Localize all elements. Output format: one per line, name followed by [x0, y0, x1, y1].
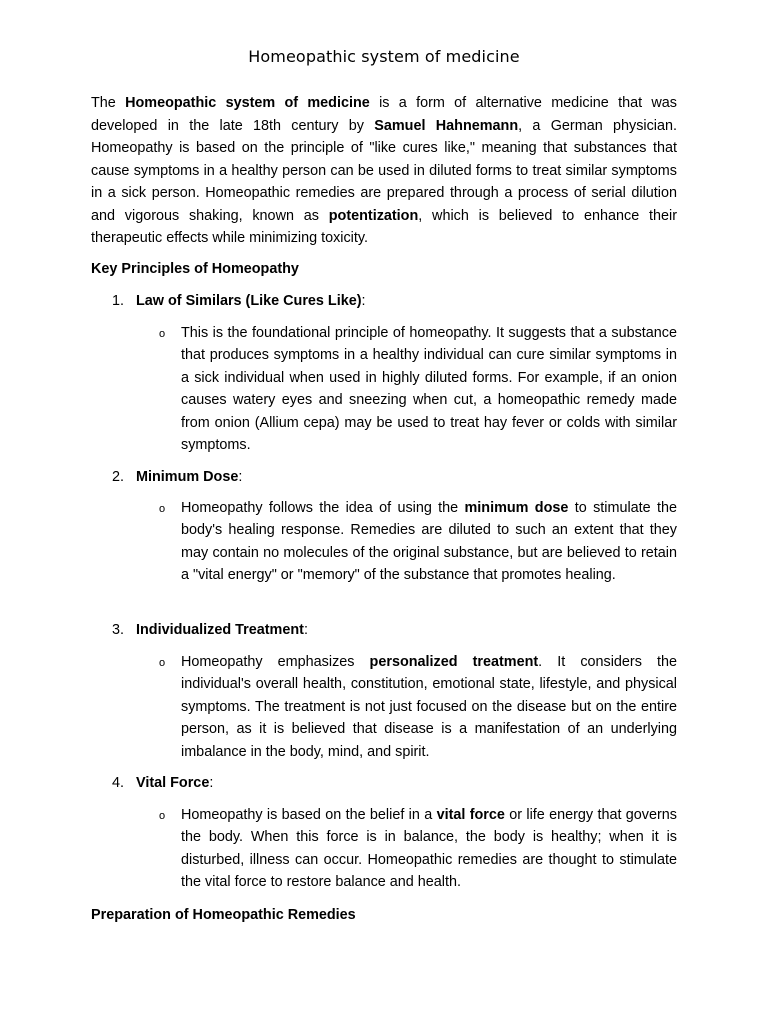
description-bold-term: minimum dose — [464, 500, 569, 516]
principle-name: Vital Force — [136, 775, 210, 791]
intro-text: , which is believed to enhance their therapeutic effects while minimizing toxicity. — [91, 207, 677, 246]
intro-bold-term: Homeopathic system of medicine — [125, 95, 370, 111]
description-bold-term: personalized treatment — [369, 654, 539, 670]
principle-name: Individualized Treatment — [136, 622, 304, 638]
intro-bold-term: Samuel Hahnemann — [374, 117, 519, 134]
principle-item-heading — [112, 466, 242, 488]
principle-suffix: : — [238, 469, 243, 485]
intro-text: The — [91, 95, 126, 111]
description-text: to stimulate the body's healing response. Remedies are diluted to such an extent that they may contain no molecules of the original substance, but are believed to retain a "vital energy" or "memory" of the substance that promotes healing. — [181, 500, 677, 584]
principle-name: Law of Similars (Like Cures Like) — [136, 293, 362, 309]
description-text: This is the foundational principle of homeopathy. It suggests that a substance that produces symptoms in a healthy individual can cure similar symptoms in a sick individual when used in highly diluted forms. For example, if an onion causes watery eyes and sneezing when cut, a homeopathic remedy made from onion (Allium cepa) may be used to treat hay fever or colds with similar symptoms. — [181, 325, 677, 454]
principle-description — [181, 804, 677, 894]
bullet-icon: o — [159, 503, 166, 515]
section-heading-key-principles: Key Principles of Homeopathy — [91, 261, 299, 277]
principle-description — [181, 651, 677, 763]
principle-item-heading — [112, 290, 366, 312]
description-text: or life energy that governs the body. When this force is in balance, the body is healthy; when it is disturbed, illness can occur. Homeopathic remedies are thought to stimulate the vital force to restore balance and health. — [181, 807, 677, 891]
principle-description — [181, 322, 677, 456]
description-bold-term: vital force — [436, 807, 505, 823]
intro-bold-term: potentization — [328, 207, 419, 224]
principle-suffix: : — [209, 775, 214, 791]
document-title: Homeopathic system of medicine — [248, 47, 520, 66]
intro-text: is a form of alternative medicine that was developed in the late 18th century by — [91, 95, 677, 134]
principle-name: Minimum Dose — [136, 469, 239, 485]
principle-description — [181, 497, 677, 587]
list-number: 4. — [112, 775, 125, 791]
intro-paragraph — [91, 92, 677, 250]
list-number: 1. — [112, 293, 125, 309]
bullet-icon: o — [159, 810, 166, 822]
principle-item-heading — [112, 772, 213, 794]
principle-suffix: : — [303, 622, 308, 638]
list-number: 3. — [112, 622, 125, 638]
section-heading-preparation: Preparation of Homeopathic Remedies — [91, 907, 356, 923]
description-text: Homeopathy emphasizes — [181, 654, 370, 670]
description-text: Homeopathy follows the idea of using the — [181, 500, 465, 516]
principle-item-heading — [112, 619, 308, 641]
description-text: . It considers the individual's overall health, constitution, emotional state, lifestyle, and physical symptoms. The treatment is not just focused on the disease but on the entire person, as it is believed that disease is a manifestation of an underlying imbalance in the body, mind, and spirit. — [181, 654, 677, 760]
bullet-icon: o — [159, 657, 166, 669]
bullet-icon: o — [159, 328, 166, 340]
intro-text: , a German physician. Homeopathy is based on the principle of "like cures like," meaning that substances that cause symptoms in a healthy person can be used in diluted forms to treat similar symptoms in a sick person. Homeopathic remedies are prepared through a process of serial dilution and vigorous shaking, known as — [91, 117, 677, 224]
principle-suffix: : — [361, 293, 366, 309]
description-text: Homeopathy is based on the belief in a — [181, 807, 437, 823]
list-number: 2. — [112, 469, 125, 485]
